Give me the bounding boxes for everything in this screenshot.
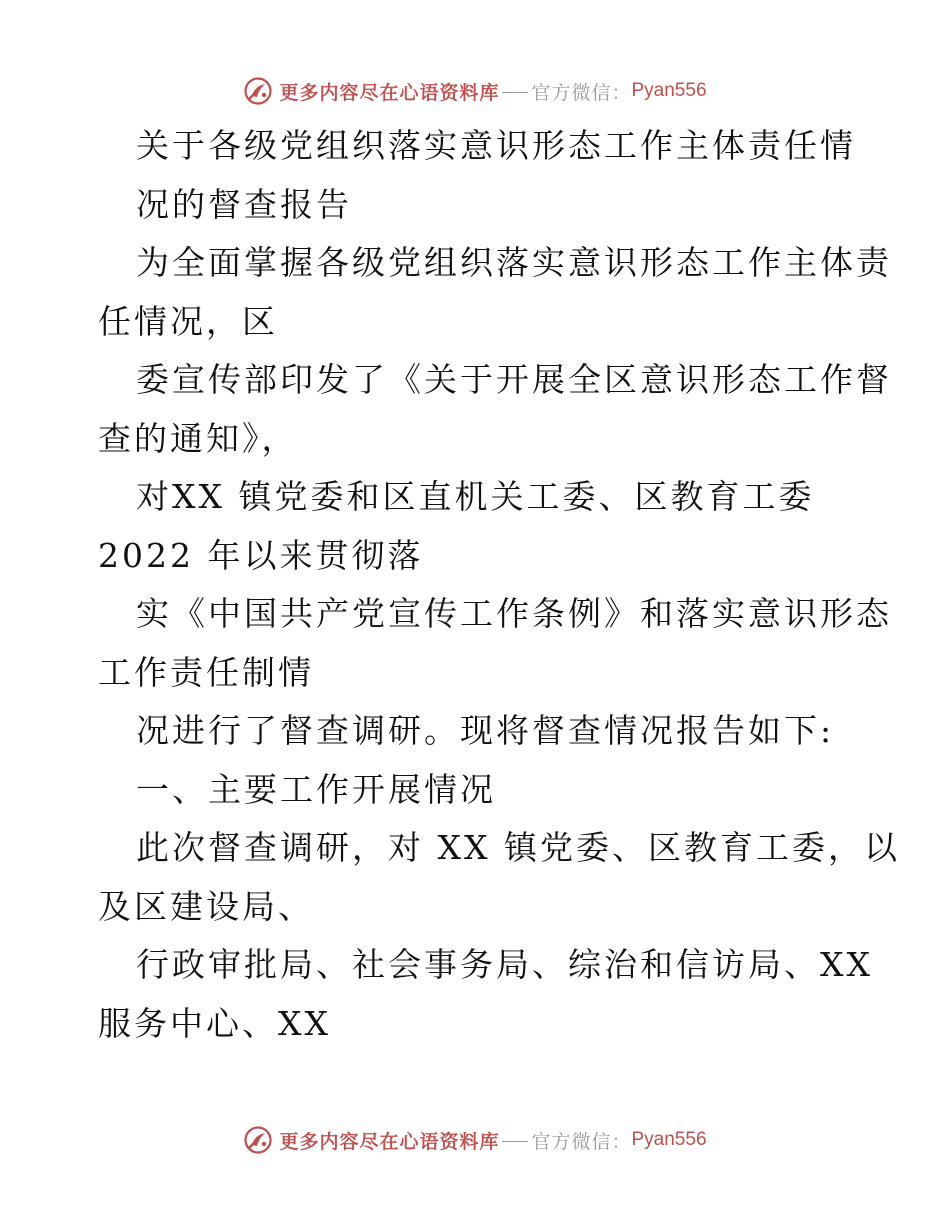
doc-paragraph-line: 实《中国共产党宣传工作条例》和落实意识形态: [136, 594, 892, 633]
footer-contact-label: 官方微信：: [531, 1130, 632, 1153]
doc-paragraph-line: 对XX 镇党委和区直机关工委、区教育工委: [136, 477, 815, 516]
doc-section-heading: 一、主要工作开展情况: [136, 770, 496, 809]
doc-paragraph-line: 工作责任制情: [98, 653, 314, 692]
red-ribbon-logo-icon: [243, 1125, 273, 1155]
doc-paragraph-line: 2022 年以来贯彻落: [98, 536, 424, 575]
doc-paragraph-line: 及区建设局、: [98, 887, 314, 926]
header-banner: [0, 71, 950, 111]
doc-paragraph-line: 此次督查调研，对 XX 镇党委、区教育工委，以: [136, 828, 900, 867]
header-wechat-id: Pyan556: [631, 80, 707, 101]
footer-divider-dash: [502, 1141, 528, 1142]
doc-title-line-2: 况的督查报告: [136, 185, 352, 224]
doc-paragraph-line: 况进行了督查调研。现将督查情况报告如下:: [136, 711, 835, 750]
header-contact-label: 官方微信：: [531, 81, 632, 104]
footer-brand-text: 更多内容尽在心语资料库: [279, 1130, 500, 1153]
footer-banner: [0, 1120, 950, 1160]
doc-paragraph-line: 行政审批局、社会事务局、综治和信访局、XX: [136, 945, 873, 984]
doc-title-line-1: 关于各级党组织落实意识形态工作主体责任情: [136, 126, 856, 165]
header-brand-text: 更多内容尽在心语资料库: [279, 81, 500, 104]
red-ribbon-logo-icon: [243, 76, 273, 106]
doc-paragraph-line: 查的通知》，: [98, 419, 298, 458]
doc-paragraph-line: 为全面掌握各级党组织落实意识形态工作主体责: [136, 243, 892, 282]
footer-wechat-id: Pyan556: [631, 1129, 707, 1150]
doc-paragraph-line: 任情况，区: [98, 302, 278, 341]
header-divider-dash: [502, 92, 528, 93]
doc-paragraph-line: 委宣传部印发了《关于开展全区意识形态工作督: [136, 360, 892, 399]
doc-paragraph-line: 服务中心、XX: [98, 1004, 331, 1043]
